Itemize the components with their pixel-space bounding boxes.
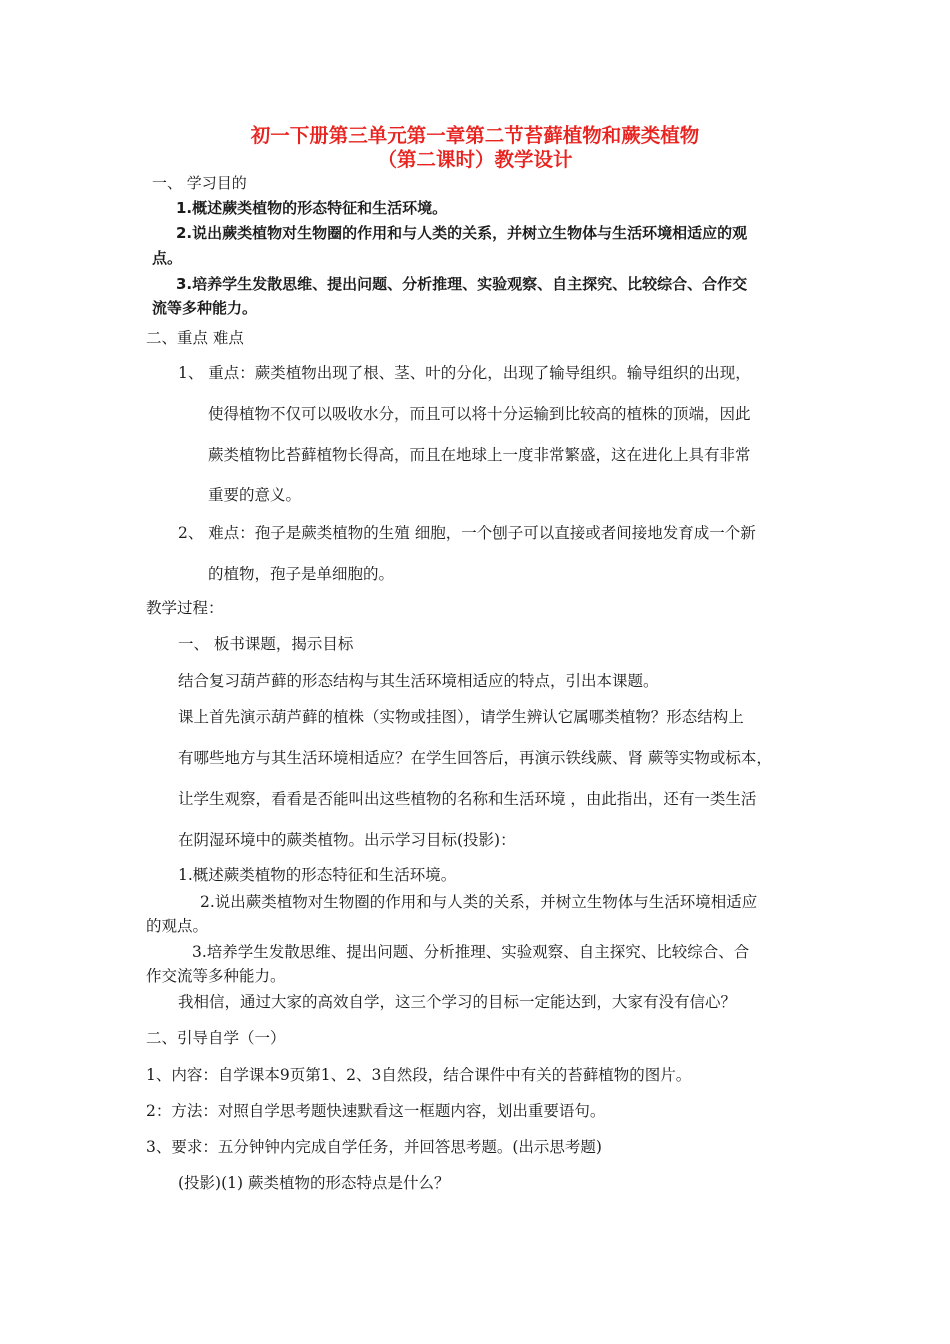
key-point-1-line-2: 使得植物不仅可以吸收水分，而且可以将十分运输到比较高的植株的顶端，因此 xyxy=(208,405,751,423)
paragraph-intro: 结合复习葫芦藓的形态结构与其生活环境相适应的特点，引出本课题。 xyxy=(178,672,659,690)
paragraph-demo-line-3: 让学生观察，看看是否能叫出这些植物的名称和生活环境 ，由此指出，还有一类生活 xyxy=(178,790,757,808)
paragraph-demo-line-4: 在阴湿环境中的蕨类植物。出示学习目标(投影)： xyxy=(178,831,516,849)
objective-3-line-1: 3.培养学生发散思维、提出问题、分析推理、实验观察、自主探究、比较综合、合作交 xyxy=(176,275,748,293)
goal-2-line-2: 的观点。 xyxy=(146,917,209,935)
goal-3-line-1: 3.培养学生发散思维、提出问题、分析推理、实验观察、自主探究、比较综合、合 xyxy=(192,943,750,961)
paragraph-demo-line-1: 课上首先演示葫芦藓的植株（实物或挂图），请学生辨认它属哪类植物？形态结构上 xyxy=(178,708,744,726)
paragraph-confidence: 我相信，通过大家的高效自学，这三个学习的目标一定能达到，大家有没有信心？ xyxy=(178,993,737,1011)
key-point-1-line-1: 1、 重点：蕨类植物出现了根、茎、叶的分化，出现了输导组织。输导组织的出现， xyxy=(178,364,751,382)
self-study-content: 1、内容：自学课本9页第1、2、3自然段，结合课件中有关的苔藓植物的图片。 xyxy=(146,1066,692,1084)
difficulty-line-1: 2、 难点：孢子是蕨类植物的生殖 细胞，一个刨子可以直接或者间接地发育成一个新 xyxy=(178,524,756,542)
self-study-requirement: 3、要求：五分钟钟内完成自学任务，并回答思考题。(出示思考题) xyxy=(146,1138,602,1156)
self-study-method: 2：方法：对照自学思考题快速默看这一框题内容，划出重要语句。 xyxy=(146,1102,606,1120)
document-title-line-1: 初一下册第三单元第一章第二节苔藓植物和蕨类植物 xyxy=(250,124,700,147)
objective-2-line-1: 2.说出蕨类植物对生物圈的作用和与人类的关系，并树立生物体与生活环境相适应的观 xyxy=(176,224,748,242)
paragraph-demo-line-2: 有哪些地方与其生活环境相适应？在学生回答后，再演示铁线蕨、肾 蕨等实物或标本， xyxy=(178,749,772,767)
section-heading-key-points: 二、重点 难点 xyxy=(146,329,244,347)
objective-2-line-2: 点。 xyxy=(152,249,183,267)
goal-3-line-2: 作交流等多种能力。 xyxy=(146,967,286,985)
goal-2-line-1: 2.说出蕨类植物对生物圈的作用和与人类的关系，并树立生物体与生活环境相适应 xyxy=(200,893,758,911)
step-1-heading: 一、 板书课题，揭示目标 xyxy=(178,635,354,653)
objective-3-line-2: 流等多种能力。 xyxy=(152,299,258,317)
goal-1: 1.概述蕨类植物的形态特征和生活环境。 xyxy=(178,866,457,884)
question-1: (投影)(1) 蕨类植物的形态特点是什么？ xyxy=(178,1174,450,1192)
key-point-1-line-3: 蕨类植物比苔藓植物长得高，而且在地球上一度非常繁盛，这在进化上具有非常 xyxy=(208,446,751,464)
document-title-line-2: （第二课时）教学设计 xyxy=(377,148,573,171)
self-study-heading: 二、引导自学（一） xyxy=(146,1029,286,1047)
section-heading-objectives: 一、 学习目的 xyxy=(152,174,247,192)
teaching-process-heading: 教学过程： xyxy=(146,599,224,617)
objective-1: 1.概述蕨类植物的形态特征和生活环境。 xyxy=(176,199,448,217)
difficulty-line-2: 的植物，孢子是单细胞的。 xyxy=(208,565,395,583)
key-point-1-line-4: 重要的意义。 xyxy=(208,486,302,504)
